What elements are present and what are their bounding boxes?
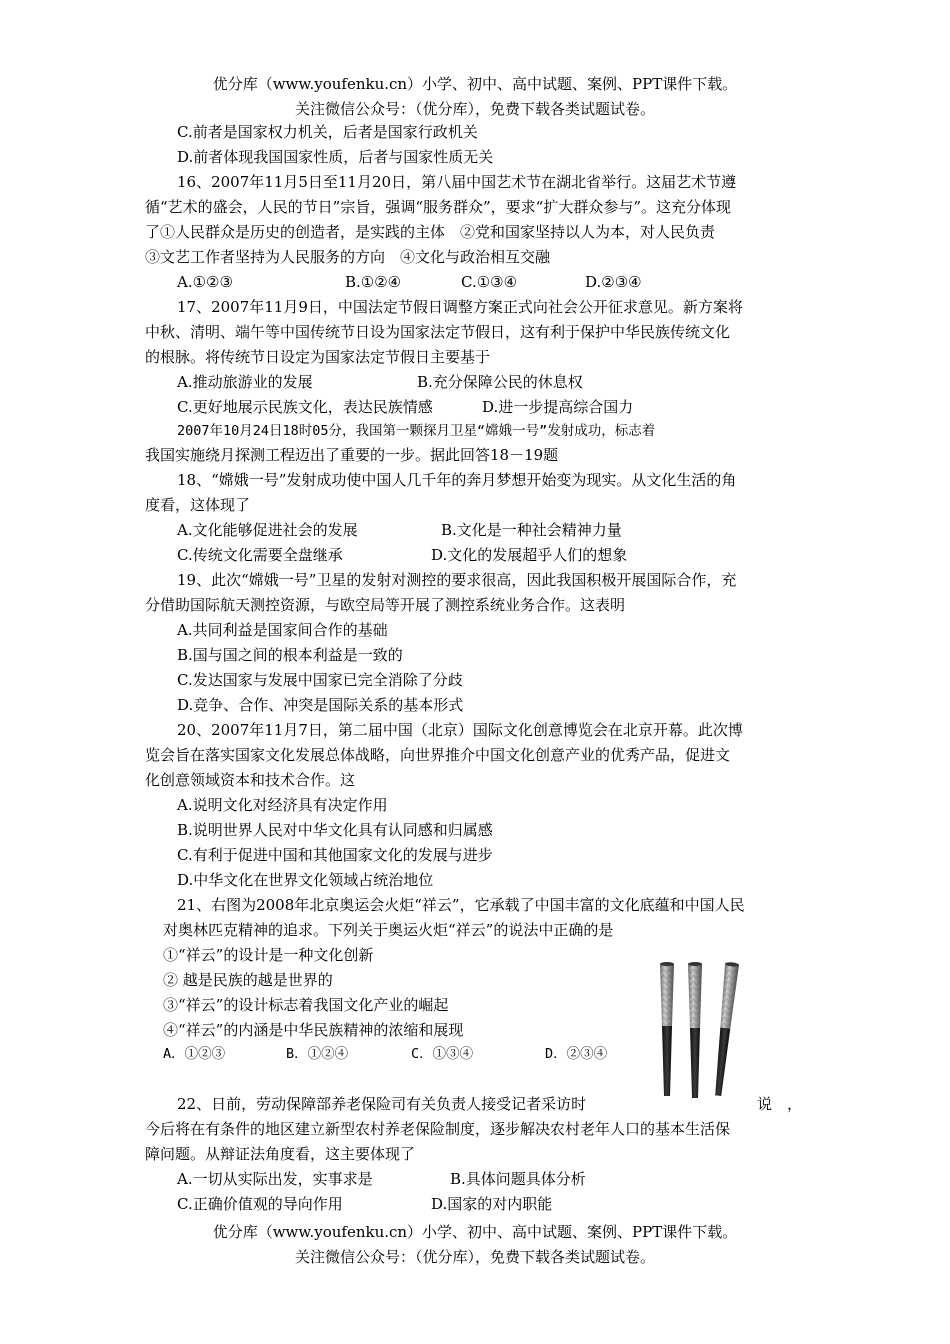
q22-text-line-1b: 说 ，: [757, 1095, 803, 1113]
intro-text-line-2: 我国实施绕月探测工程迈出了重要的一步。据此回答18－19题: [145, 446, 559, 464]
q22-option-b: B.具体问题具体分析: [450, 1170, 586, 1188]
q22-option-c: C.正确价值观的导向作用: [177, 1195, 343, 1213]
q21-text-line-2: 对奥林匹克精神的追求。下列关于奥运火炬“祥云”的说法中正确的是: [163, 921, 614, 939]
q19-option-b: B.国与国之间的根本利益是一致的: [177, 646, 403, 664]
q15-option-c: C.前者是国家权力机关，后者是国家行政机关: [177, 123, 478, 141]
q16-text-line-3: 了①人民群众是历史的创造者，是实践的主体 ②党和国家坚持以人为本，对人民负责: [145, 223, 716, 241]
q19-option-c: C.发达国家与发展中国家已完全消除了分歧: [177, 671, 463, 689]
q22-text-line-1a: 22、日前，劳动保障部养老保险司有关负责人接受记者采访时: [177, 1095, 587, 1113]
q22-option-a: A.一切从实际出发，实事求是: [177, 1170, 373, 1188]
q16-option-d: D.②③④: [585, 273, 642, 291]
q16-option-c: C.①③④: [461, 273, 518, 291]
q20-option-a: A.说明文化对经济具有决定作用: [177, 796, 388, 814]
q21-statement-4: ④“祥云”的内涵是中华民族精神的浓缩和展现: [163, 1021, 464, 1039]
q17-option-d: D.进一步提高综合国力: [482, 398, 634, 416]
intro-text-line-1: 2007年10月24日18时05分，我国第一颗探月卫星“嫦娥一号”发射成功，标志着: [177, 423, 656, 439]
q22-option-d: D.国家的对内职能: [431, 1195, 553, 1213]
q20-text-line-3: 化创意领域资本和技术合作。这: [145, 771, 356, 789]
q20-text-line-1: 20、2007年11月7日，第二届中国（北京）国际文化创意博览会在北京开幕。此次博: [177, 721, 743, 739]
q17-text-line-1: 17、2007年11月9日，中国法定节假日调整方案正式向社会公开征求意见。新方案将: [177, 298, 743, 316]
q21-option-b: B．①②④: [286, 1046, 349, 1062]
q15-option-d: D.前者体现我国国家性质，后者与国家性质无关: [177, 148, 494, 166]
q20-option-b: B.说明世界人民对中华文化具有认同感和归属感: [177, 821, 493, 839]
q17-text-line-2: 中秋、清明、端午等中国传统节日设为国家法定节假日，这有利于保护中华民族传统文化: [145, 323, 731, 341]
q16-option-a: A.①②③: [177, 273, 233, 291]
q16-text-line-4: ③文艺工作者坚持为人民服务的方向 ④文化与政治相互交融: [145, 248, 551, 266]
q16-text-line-2: 循“艺术的盛会，人民的节日”宗旨，强调“服务群众”，要求“扩大群众参与”。这充分体现: [145, 198, 732, 216]
torch-3: [711, 962, 739, 1097]
q16-option-b: B.①②④: [345, 273, 402, 291]
q21-statement-3: ③“祥云”的设计标志着我国文化产业的崛起: [163, 996, 449, 1014]
q21-option-c: C．①③④: [411, 1046, 474, 1062]
header-line-2: 关注微信公众号：（优分库），免费下载各类试题试卷。: [294, 100, 655, 118]
q18-text-line-2: 度看，这体现了: [145, 496, 251, 514]
q19-text-line-2: 分借助国际航天测控资源，与欧空局等开展了测控系统业务合作。这表明: [145, 596, 626, 614]
q16-text-line-1: 16、2007年11月5日至11月20日，第八届中国艺术节在湖北省举行。这届艺术节遵: [177, 173, 737, 191]
q21-text-line-1: 21、右图为2008年北京奥运会火炬“祥云”，它承载了中国丰富的文化底蕴和中国人民: [177, 896, 745, 914]
q18-option-a: A.文化能够促进社会的发展: [177, 521, 358, 539]
q18-text-line-1: 18、“嫦娥一号”发射成功使中国人几千年的奔月梦想开始变为现实。从文化生活的角: [177, 471, 737, 489]
q22-text-line-2: 今后将在有条件的地区建立新型农村养老保险制度，逐步解决农村老年人口的基本生活保: [145, 1120, 731, 1138]
q21-option-d: D．②③④: [545, 1046, 608, 1062]
q19-text-line-1: 19、此次“嫦娥一号”卫星的发射对测控的要求很高，因此我国积极开展国际合作，充: [177, 571, 737, 589]
q21-option-a: A．①②③: [163, 1046, 226, 1062]
footer-line-2: 关注微信公众号：（优分库），免费下载各类试题试卷。: [294, 1248, 655, 1266]
q22-text-line-3: 障问题。从辩证法角度看，这主要体现了: [145, 1145, 416, 1163]
q20-text-line-2: 览会旨在落实国家文化发展总体战略，向世界推介中国文化创意产业的优秀产品，促进文: [145, 746, 731, 764]
q19-option-a: A.共同利益是国家间合作的基础: [177, 621, 388, 639]
q18-option-b: B.文化是一种社会精神力量: [441, 521, 622, 539]
olympic-torch-image: [650, 956, 750, 1106]
q17-option-b: B.充分保障公民的休息权: [417, 373, 583, 391]
q21-statement-2: ② 越是民族的越是世界的: [163, 971, 333, 989]
footer-line-1: 优分库（www.youfenku.cn）小学、初中、高中试题、案例、PPT课件下载。: [212, 1223, 738, 1241]
q20-option-d: D.中华文化在世界文化领域占统治地位: [177, 871, 434, 889]
q17-text-line-3: 的根脉。将传统节日设定为国家法定节假日主要基于: [145, 348, 491, 366]
q17-option-c: C.更好地展示民族文化，表达民族情感: [177, 398, 433, 416]
q18-option-d: D.文化的发展超乎人们的想象: [431, 546, 628, 564]
q20-option-c: C.有利于促进中国和其他国家文化的发展与进步: [177, 846, 493, 864]
q21-statement-1: ①“祥云”的设计是一种文化创新: [163, 946, 374, 964]
header-line-1: 优分库（www.youfenku.cn）小学、初中、高中试题、案例、PPT课件下载。: [212, 75, 738, 93]
torch-1: [660, 962, 674, 1096]
torch-2: [688, 962, 702, 1098]
q17-option-a: A.推动旅游业的发展: [177, 373, 313, 391]
q19-option-d: D.竞争、合作、冲突是国际关系的基本形式: [177, 696, 464, 714]
q18-option-c: C.传统文化需要全盘继承: [177, 546, 343, 564]
